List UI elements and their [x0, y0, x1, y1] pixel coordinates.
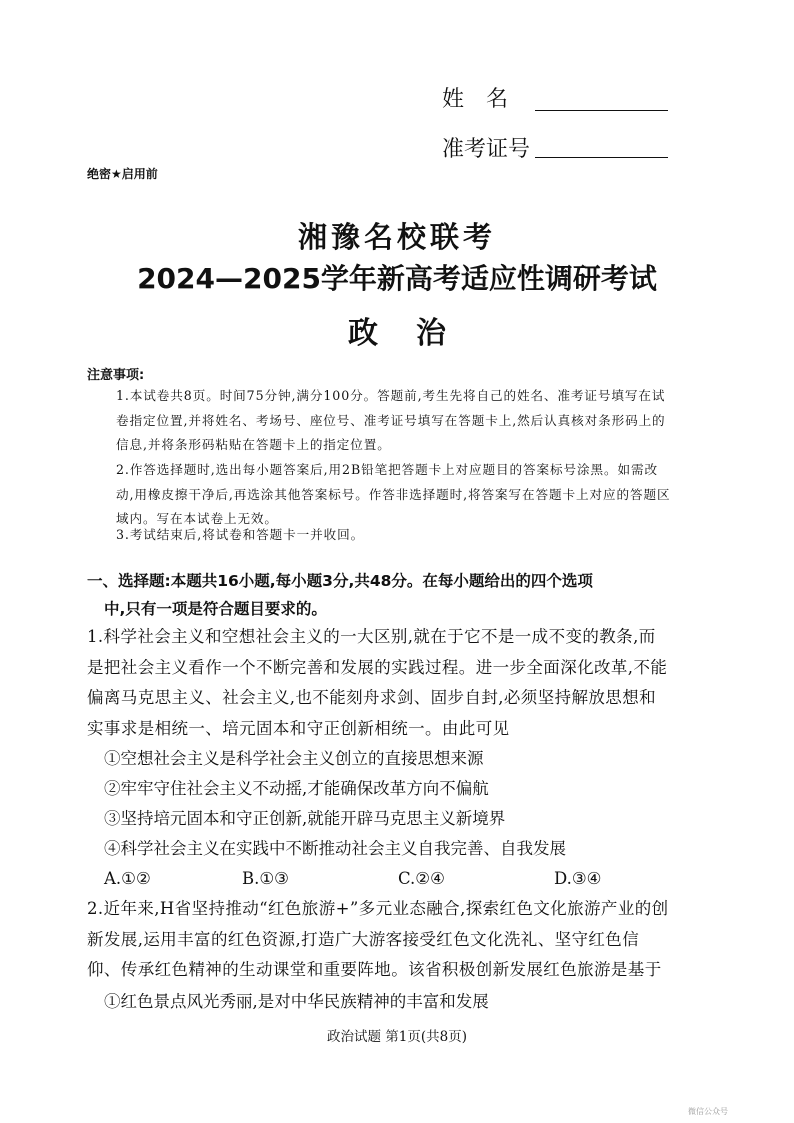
note-item: 1.本试卷共8页。时间75分钟,满分100分。答题前,考生先将自己的姓名、准考证号填写在试卷指定位置,并将姓名、考场号、座位号、准考证号填写在答题卡上,然后认真核对条形码上的信息,并将条形码粘贴在答题卡上的指定位置。	[116, 388, 666, 452]
watermark: 微信公众号	[688, 1107, 728, 1116]
note-item: 2.作答选择题时,选出每小题答案后,用2B铅笔把答题卡上对应题目的答案标号涂黑。如需改动,用橡皮擦干净后,再选涂其他答案标号。作答非选择题时,将答案写在答题卡上对应的答题区域内。写在本试卷上无效。	[116, 462, 671, 526]
question-2-stem: 2.近年来,H省坚持推动“红色旅游+”多元业态融合,探索红色文化旅游产业的创新发展,运用丰富的红色资源,打造广大游客接受红色文化洗礼、坚守红色信仰、传承红色精神的生动课堂和重要阵地。该省积极创新发展红色旅游是基于	[87, 899, 669, 979]
question-1-stem: 1.科学社会主义和空想社会主义的一大区别,就在于它不是一成不变的教条,而是把社会主义看作一个不断完善和发展的实践过程。进一步全面深化改革,不能偏离马克思主义、社会主义,也不能刻舟求剑、固步自封,必须坚持解放思想和实事求是相统一、培元固本和守正创新相统一。由此可见	[87, 627, 668, 738]
question-1-statement: ③坚持培元固本和守正创新,就能开辟马克思主义新境界	[104, 809, 506, 828]
exam-id-field-line[interactable]	[535, 157, 668, 158]
section-heading-line1: 一、选择题:本题共16小题,每小题3分,共48分。在每小题给出的四个选项	[87, 572, 593, 590]
question-1-choice-a[interactable]: A.①②	[104, 869, 151, 888]
note-item: 3.考试结束后,将试卷和答题卡一并收回。	[116, 527, 365, 542]
question-1-choice-c[interactable]: C.②④	[398, 869, 445, 888]
exam-name-title: 2024—2025学年新高考适应性调研考试	[137, 262, 657, 295]
question-1-statement: ④科学社会主义在实践中不断推动社会主义自我完善、自我发展	[104, 839, 566, 858]
exam-id-label: 准考证号	[442, 137, 531, 162]
section-heading-line2: 中,只有一项是符合题目要求的。	[104, 600, 327, 618]
question-1-statement: ②牢牢守住社会主义不动摇,才能确保改革方向不偏航	[104, 779, 489, 798]
question-2-statement: ①红色景点风光秀丽,是对中华民族精神的丰富和发展	[104, 992, 489, 1011]
question-1-statement: ①空想社会主义是科学社会主义创立的直接思想来源	[104, 749, 484, 768]
name-field-line[interactable]	[535, 110, 668, 111]
page-footer: 政治试题 第1页(共8页)	[326, 1029, 467, 1045]
question-1-choice-b[interactable]: B.①③	[242, 869, 289, 888]
exam-organizer-title: 湘豫名校联考	[297, 220, 496, 254]
question-1-choice-d[interactable]: D.③④	[554, 869, 602, 888]
subject-title: 政治	[348, 316, 484, 351]
name-label: 姓 名	[442, 87, 509, 112]
notes-heading: 注意事项:	[87, 368, 145, 383]
confidential-label: 绝密★启用前	[87, 167, 158, 181]
